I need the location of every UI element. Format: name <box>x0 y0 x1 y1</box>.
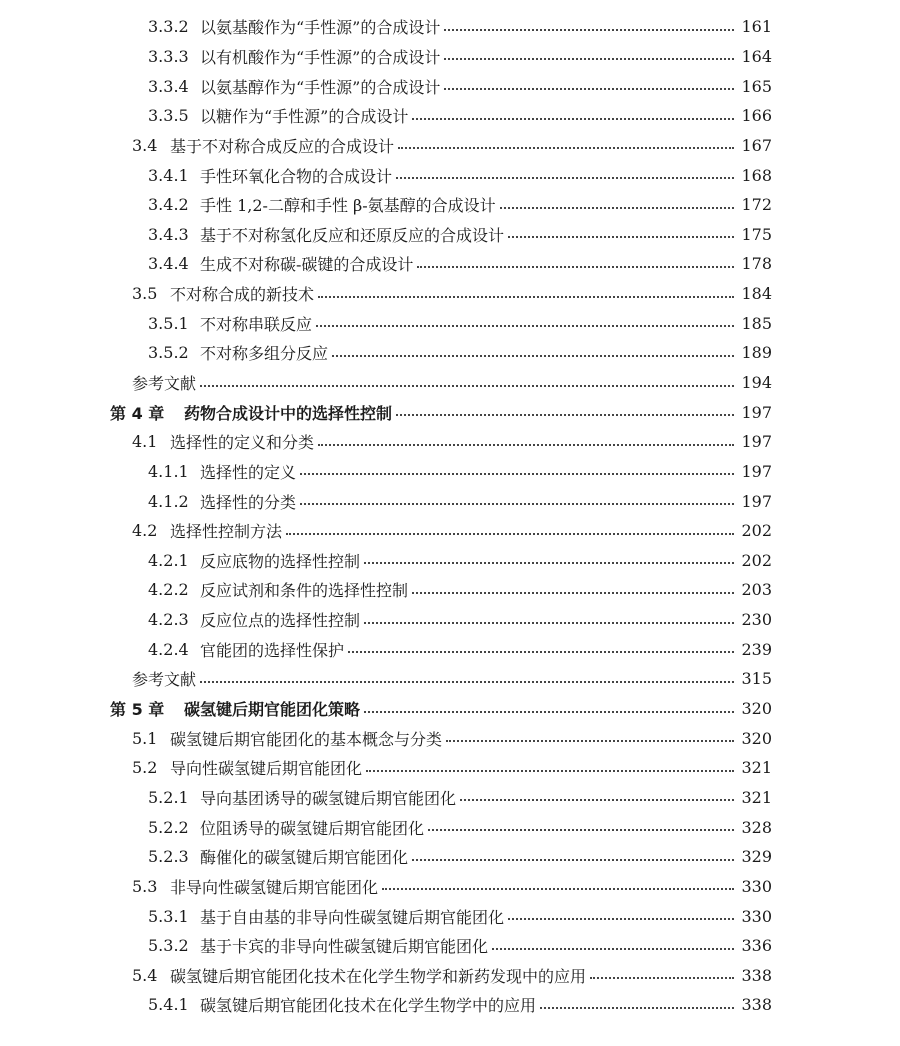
toc-entry <box>0 101 900 131</box>
toc-entry <box>0 872 900 902</box>
toc-page-number: 172 <box>741 195 772 215</box>
toc-page-number: 330 <box>741 906 772 926</box>
dot-leader <box>364 622 734 624</box>
toc-entry-number: 4.1 <box>132 432 158 452</box>
toc-entry-number: 3.4 <box>132 135 158 155</box>
toc-entry <box>0 249 900 279</box>
toc-entry-title: 导向性碳氢键后期官能团化 <box>170 759 363 779</box>
toc-entry-number: 第 5 章 <box>110 700 165 720</box>
toc-entry <box>0 842 900 872</box>
toc-entry <box>0 219 900 249</box>
toc-entry-number: 5.4.1 <box>148 995 189 1015</box>
toc-entry-title: 以糖作为“手性源”的合成设计 <box>200 107 409 127</box>
toc-chapter-entry <box>0 694 900 724</box>
toc-page-number: 168 <box>741 165 772 185</box>
dot-leader <box>460 799 734 801</box>
toc-page-number: 330 <box>741 876 772 896</box>
toc-entry <box>0 753 900 783</box>
toc-entry <box>0 634 900 664</box>
dot-leader <box>412 592 734 594</box>
toc-entry-number: 3.3.2 <box>148 17 189 37</box>
toc-entry-number: 4.2 <box>132 521 158 541</box>
toc-entry-title: 基于卡宾的非导向性碳氢键后期官能团化 <box>200 937 489 957</box>
dot-leader <box>446 740 734 742</box>
toc-page-number: 165 <box>741 76 772 96</box>
toc-entry-number: 4.2.4 <box>148 639 189 659</box>
toc-entry-number: 3.3.3 <box>148 46 189 66</box>
toc-entry-number: 5.2 <box>132 758 158 778</box>
toc-entry-title: 位阻诱导的碳氢键后期官能团化 <box>200 818 425 838</box>
toc-entry-title: 选择性的定义和分类 <box>170 433 315 453</box>
dot-leader <box>348 651 734 653</box>
toc-page-number: 320 <box>741 728 772 748</box>
dot-leader <box>382 888 734 890</box>
toc-entry-number: 3.3.4 <box>148 76 189 96</box>
toc-references-entry <box>0 368 900 398</box>
dot-leader <box>318 296 734 298</box>
toc-entry <box>0 338 900 368</box>
toc-entry-number: 3.3.5 <box>148 106 189 126</box>
toc-page-number: 320 <box>741 699 772 719</box>
toc-entry-number: 5.3.2 <box>148 936 189 956</box>
toc-entry-number: 4.2.3 <box>148 610 189 630</box>
toc-page-number: 321 <box>741 787 772 807</box>
toc-entry-title: 反应试剂和条件的选择性控制 <box>200 581 409 601</box>
toc-entry-title: 反应位点的选择性控制 <box>200 611 361 631</box>
toc-entry-number: 3.5.1 <box>148 313 189 333</box>
dot-leader <box>590 977 734 979</box>
dot-leader <box>364 562 734 564</box>
toc-page-number: 197 <box>741 402 772 422</box>
toc-entry <box>0 990 900 1020</box>
dot-leader <box>398 147 734 149</box>
dot-leader <box>540 1007 734 1009</box>
toc-entry <box>0 190 900 220</box>
toc-entry <box>0 12 900 42</box>
dot-leader <box>300 473 734 475</box>
toc-page-number: 197 <box>741 461 772 481</box>
toc-entry <box>0 783 900 813</box>
toc-page-number: 202 <box>741 521 772 541</box>
toc-entry-title: 不对称串联反应 <box>200 314 313 334</box>
toc-entry-title: 碳氢键后期官能团化技术在化学生物学和新药发现中的应用 <box>170 966 587 986</box>
toc-entry <box>0 931 900 961</box>
toc-entry-title: 导向基团诱导的碳氢键后期官能团化 <box>200 788 457 808</box>
dot-leader <box>200 681 734 683</box>
toc-page-number: 336 <box>741 936 772 956</box>
toc-page-number: 189 <box>741 343 772 363</box>
toc-entry-number: 3.4.4 <box>148 254 189 274</box>
toc-entry-title: 不对称合成的新技术 <box>170 285 315 305</box>
toc-entry-title: 基于自由基的非导向性碳氢键后期官能团化 <box>200 907 505 927</box>
toc-page-number: 178 <box>741 254 772 274</box>
toc-entry-title: 碳氢键后期官能团化策略 <box>184 700 361 720</box>
toc-entry-number: 5.3.1 <box>148 906 189 926</box>
toc-entry-number: 5.1 <box>132 728 158 748</box>
toc-entry-number: 5.4 <box>132 965 158 985</box>
toc-page-number: 338 <box>741 995 772 1015</box>
dot-leader <box>316 325 734 327</box>
toc-entry <box>0 575 900 605</box>
toc-entry-number: 3.4.3 <box>148 224 189 244</box>
toc-page-number: 338 <box>741 965 772 985</box>
toc-entry-number: 第 4 章 <box>110 403 165 423</box>
toc-entry <box>0 961 900 991</box>
dot-leader <box>412 118 734 120</box>
toc-page-number: 175 <box>741 224 772 244</box>
toc-entry-number: 5.2.1 <box>148 787 189 807</box>
toc-page-number: 328 <box>741 817 772 837</box>
toc-entry-number: 4.2.1 <box>148 550 189 570</box>
toc-entry <box>0 131 900 161</box>
toc-page-number: 230 <box>741 610 772 630</box>
toc-page-number: 197 <box>741 432 772 452</box>
dot-leader <box>412 859 734 861</box>
toc-page-number: 184 <box>741 284 772 304</box>
toc-entry-title: 选择性的分类 <box>200 492 297 512</box>
toc-entry <box>0 160 900 190</box>
dot-leader <box>444 29 734 31</box>
toc-entry-number: 3.5 <box>132 284 158 304</box>
toc-entry-title: 参考文献 <box>132 670 197 690</box>
toc-entry-number: 5.3 <box>132 876 158 896</box>
dot-leader <box>428 829 734 831</box>
toc-entry-title: 生成不对称碳-碳键的合成设计 <box>200 255 414 275</box>
toc-entry-title: 参考文献 <box>132 374 197 393</box>
toc-entry <box>0 486 900 516</box>
toc-entry <box>0 723 900 753</box>
toc-entry <box>0 901 900 931</box>
toc-entry-title: 基于不对称氢化反应和还原反应的合成设计 <box>200 225 505 245</box>
toc-entry <box>0 427 900 457</box>
dot-leader <box>444 88 734 90</box>
toc-entry-title: 手性环氧化合物的合成设计 <box>200 166 393 186</box>
toc-chapter-entry <box>0 397 900 427</box>
toc-entry <box>0 308 900 338</box>
dot-leader <box>286 533 734 535</box>
toc-page-number: 166 <box>741 106 772 126</box>
toc-entry <box>0 42 900 72</box>
toc-entry-title: 选择性控制方法 <box>170 522 283 542</box>
toc-entry-title: 选择性的定义 <box>200 462 297 482</box>
toc-entry-title: 手性 1,2-二醇和手性 β-氨基醇的合成设计 <box>200 196 496 216</box>
toc-entry-number: 3.4.2 <box>148 195 189 215</box>
toc-entry-title: 碳氢键后期官能团化的基本概念与分类 <box>170 729 443 749</box>
toc-entry <box>0 812 900 842</box>
dot-leader <box>318 444 734 446</box>
toc-entry <box>0 546 900 576</box>
dot-leader <box>500 207 734 209</box>
toc-entry-number: 3.5.2 <box>148 343 189 363</box>
toc-entry-number: 4.1.2 <box>148 491 189 511</box>
toc-entry-title: 碳氢键后期官能团化技术在化学生物学中的应用 <box>200 996 537 1016</box>
dot-leader <box>200 385 734 387</box>
toc-page-number: 185 <box>741 313 772 333</box>
toc-references-entry <box>0 664 900 694</box>
table-of-contents <box>0 12 900 1020</box>
toc-entry-title: 以氨基酸作为“手性源”的合成设计 <box>200 18 441 38</box>
dot-leader <box>332 355 734 357</box>
toc-entry-number: 5.2.3 <box>148 847 189 867</box>
toc-entry-title: 以氨基醇作为“手性源”的合成设计 <box>200 77 441 97</box>
dot-leader <box>364 711 734 713</box>
dot-leader <box>366 770 734 772</box>
toc-entry <box>0 71 900 101</box>
toc-entry-title: 官能团的选择性保护 <box>200 640 345 660</box>
toc-page-number: 197 <box>741 491 772 511</box>
toc-entry-title: 非导向性碳氢键后期官能团化 <box>170 877 379 897</box>
dot-leader <box>417 266 734 268</box>
toc-page-number: 321 <box>741 758 772 778</box>
toc-entry <box>0 605 900 635</box>
toc-entry-title: 酶催化的碳氢键后期官能团化 <box>200 848 409 868</box>
toc-entry <box>0 457 900 487</box>
toc-entry <box>0 516 900 546</box>
toc-entry-number: 4.1.1 <box>148 461 189 481</box>
toc-page-number: 203 <box>741 580 772 600</box>
toc-page-number: 329 <box>741 847 772 867</box>
toc-entry-title: 药物合成设计中的选择性控制 <box>184 403 393 423</box>
dot-leader <box>508 236 734 238</box>
toc-entry-title: 反应底物的选择性控制 <box>200 551 361 571</box>
toc-entry-number: 5.2.2 <box>148 817 189 837</box>
toc-entry-title: 以有机酸作为“手性源”的合成设计 <box>200 47 441 67</box>
dot-leader <box>444 58 734 60</box>
toc-entry-title: 基于不对称合成反应的合成设计 <box>170 136 395 156</box>
dot-leader <box>396 177 734 179</box>
toc-page-number: 161 <box>741 17 772 37</box>
toc-entry <box>0 279 900 309</box>
toc-page-number: 239 <box>741 639 772 659</box>
toc-entry-number: 3.4.1 <box>148 165 189 185</box>
dot-leader <box>396 414 734 416</box>
toc-page-number: 164 <box>741 46 772 66</box>
toc-entry-title: 不对称多组分反应 <box>200 344 329 364</box>
toc-page-number: 202 <box>741 550 772 570</box>
dot-leader <box>300 503 734 505</box>
toc-entry-number: 4.2.2 <box>148 580 189 600</box>
dot-leader <box>508 918 734 920</box>
toc-page-number: 315 <box>741 669 772 689</box>
dot-leader <box>492 948 734 950</box>
toc-page-number: 167 <box>741 135 772 155</box>
toc-page-number: 194 <box>741 373 772 392</box>
